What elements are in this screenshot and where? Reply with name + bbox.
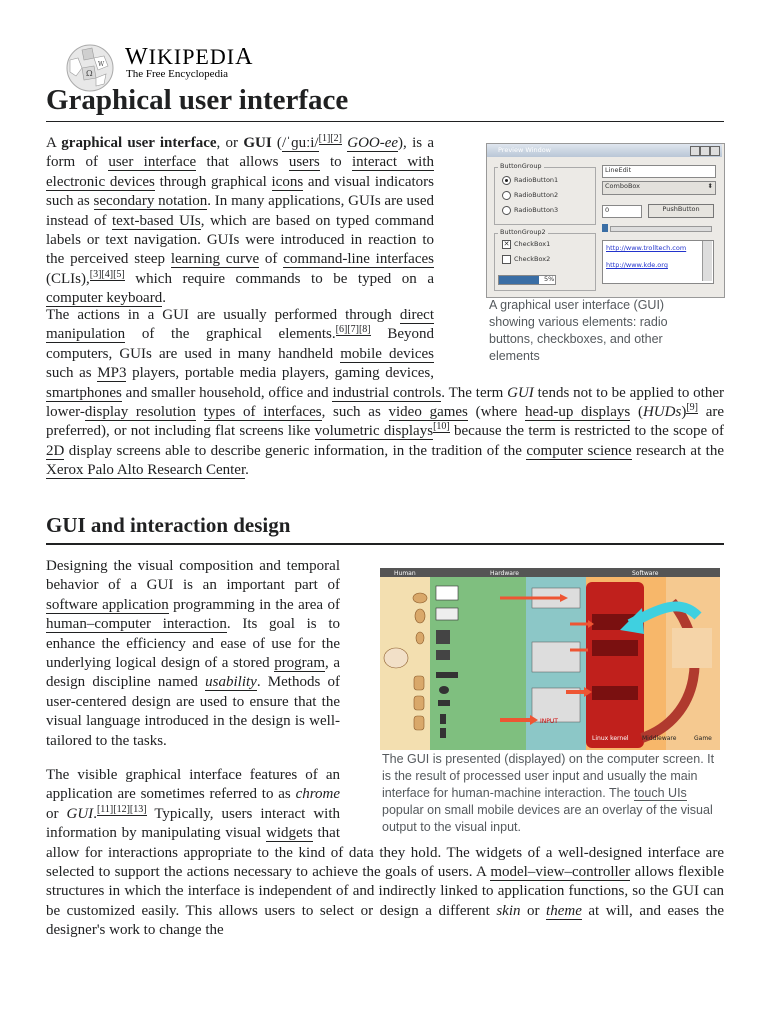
figure-gui-preview[interactable]: Preview Window ButtonGroup RadioButton1 RadioButton2 RadioButton3 ButtonGroup2 ✕ CheckBox1 CheckBox2 5% LineEdit ComboBox ⬍ 0 PushButton http://www.trolltech.com http://www.kde.org (486, 143, 723, 296)
window-title: Preview Window (498, 146, 551, 154)
ref-10[interactable]: [10] (433, 421, 450, 433)
kde-link[interactable]: http://www.kde.org (606, 261, 668, 269)
label-linux-kernel: Linux kernel (592, 735, 629, 742)
section-paragraph-1: Designing the visual composition and temporal behavior of a GUI is an important part of software application programming in the area of human–computer interaction. Its goal is to enhance the efficiency and ease of use for the underlying logical design of a stored program, a design discipline named usability. Methods of user-centered design are used to ensure that the visual language introduced in the design is well-tailored to the tasks. (46, 558, 341, 749)
figure2-caption: The GUI is presented (displayed) on the computer screen. It is the result of processed user input and usually the main interface for human-machine interaction. The touch UIs popular on small mobile devices are an overlay of the visual output to the visual input. (382, 752, 715, 834)
spinbox[interactable]: 0 (602, 205, 642, 218)
link-text-based-uis[interactable]: text-based UIs (111, 212, 201, 229)
link-users[interactable]: users (288, 154, 320, 171)
section-heading: GUI and interaction design (46, 513, 724, 545)
link-mp3[interactable]: MP3 (97, 365, 127, 382)
link-video-games[interactable]: video games (388, 404, 468, 421)
ref-12[interactable]: [12] (113, 803, 130, 815)
lineedit-field[interactable]: LineEdit (602, 165, 716, 178)
link-volumetric-displays[interactable]: volumetric displays (314, 423, 434, 440)
section-paragraph-2: The visible graphical interface features of an application are sometimes referred to as chrome or GUI.[11][12][13] Typically, users interact with information by manipulating visual widgets that allow for interactions appropriate to the kind of data they hold. The widgets of a well-designed interface are selected to support the actions necessary to achieve the goals of users. A model–view–controller allows flexible structures in which the interface is independent of and indirectly linked to application functions, so the GUI can be customized easily. This allows users to select or design a different skin or theme at will, and eases the designer's work to change the (46, 767, 724, 939)
link-display-resolution[interactable]: display resolution (84, 404, 196, 421)
checkbox-2[interactable]: CheckBox2 (514, 255, 551, 263)
label-software: Software (632, 570, 659, 577)
ref-1[interactable]: [1] (318, 133, 331, 144)
link-smartphones[interactable]: smartphones (46, 384, 122, 401)
close-icon[interactable] (710, 146, 720, 156)
link-types-of-interfaces[interactable]: types of interfaces (203, 404, 322, 421)
link-user-interface[interactable]: user interface (108, 154, 197, 171)
linux-kernel-block (586, 582, 644, 748)
radio-button-2[interactable]: RadioButton2 (514, 191, 559, 199)
ref-6[interactable]: [6] (335, 324, 348, 336)
intro-paragraph-1: A graphical user interface, or GUI (/ˈɡuːi/[1][2] GOO-ee), is a form of user interface that allows users to interact with electronic devices through graphical icons and visual indicators such as secondary notation. In many applications, GUIs are used instead of text-based UIs, which are based on typed command labels or text navigation. GUIs were introduced in reaction to the perceived steep learning curve of command-line interfaces (CLIs),[3][4][5] which require commands to be typed on a computer keyboard. (46, 133, 434, 307)
buttongroup2-label: ButtonGroup2 (500, 228, 546, 236)
intro-paragraph-2: The actions in a GUI are usually performed through direct manipulation of the graphical elements.[6][7][8] Beyond computers, GUIs are used in many handheld mobile devices such as MP3 players, portable media players, gaming devices, smartphones and smaller household, office and industrial controls. The term GUI tends not to be applied to other lower-display resolution types of interfaces, such as video games (where head-up displays (HUDs)[9] are preferred), or not including flat screens like volumetric displays[10] because the term is restricted to the scope of 2D display screens able to describe generic information, in the tradition of the computer science research at the Xerox Palo Alto Research Center. (46, 307, 725, 479)
label-hardware: Hardware (490, 570, 519, 577)
ref-2[interactable]: [2] (330, 133, 342, 144)
ref-4[interactable]: [4] (101, 268, 114, 280)
wikipedia-wordmark[interactable]: WIKIPEDIA (125, 44, 254, 70)
maximize-icon[interactable] (700, 146, 710, 156)
label-game: Game (694, 735, 712, 742)
link-industrial-controls[interactable]: industrial controls (332, 384, 442, 401)
link-learning-curve[interactable]: learning curve (170, 251, 260, 268)
svg-text:Ω: Ω (86, 69, 93, 78)
ref-7[interactable]: [7] (347, 324, 359, 336)
combobox-arrow-icon: ⬍ (707, 182, 713, 190)
figure1-caption: A graphical user interface (GUI) showing various elements: radio buttons, checkboxes, and other elements (489, 298, 668, 363)
link-hci[interactable]: human–computer interaction (46, 616, 227, 633)
link-theme[interactable]: theme (546, 902, 582, 919)
link-interact[interactable]: interact with electronic devices (46, 154, 434, 190)
ref-8[interactable]: [8] (358, 324, 371, 336)
link-secondary-notation[interactable]: secondary notation (93, 193, 208, 210)
radio-button-3[interactable]: RadioButton3 (514, 206, 559, 214)
scrollbar[interactable] (702, 241, 712, 281)
link-icons[interactable]: icons (271, 173, 304, 190)
figure-hci-diagram[interactable] (380, 568, 720, 750)
chip-boxes (532, 588, 580, 722)
label-input: INPUT (540, 718, 558, 725)
link-mobile-devices[interactable]: mobile devices (340, 345, 434, 362)
link-program[interactable]: program (274, 655, 326, 672)
link-cli[interactable]: command-line interfaces (283, 251, 434, 268)
ref-9[interactable]: [9] (686, 402, 698, 414)
svg-text:W: W (98, 61, 105, 68)
link-software-application[interactable]: software application (46, 596, 169, 613)
link-computer-science[interactable]: computer science (526, 442, 632, 459)
link-xerox-parc[interactable]: Xerox Palo Alto Research Center (46, 462, 246, 479)
pronunciation-link[interactable]: GOO-ee (347, 135, 399, 151)
buttongroup-label: ButtonGroup (500, 162, 542, 170)
combobox[interactable]: ComboBox ⬍ (602, 181, 716, 195)
link-2d[interactable]: 2D (46, 442, 65, 459)
link-direct-manipulation[interactable]: direct manipulation (46, 307, 434, 343)
push-button[interactable]: PushButton (648, 204, 714, 218)
link-widgets[interactable]: widgets (266, 825, 313, 842)
ref-5[interactable]: [5] (113, 268, 125, 280)
link-touch-uis[interactable]: touch UIs (633, 786, 687, 800)
ref-3[interactable]: [3] (89, 268, 102, 280)
ref-13[interactable]: [13] (129, 803, 147, 815)
minimize-icon[interactable] (690, 146, 700, 156)
link-usability[interactable]: usability (205, 674, 257, 691)
label-middleware: Middleware (642, 735, 677, 742)
wikipedia-tagline: The Free Encyclopedia (126, 68, 229, 80)
progress-label: 5% (544, 275, 555, 283)
radio-button-1[interactable]: RadioButton1 (514, 176, 559, 184)
slider[interactable] (610, 226, 712, 232)
checkbox-1[interactable]: CheckBox1 (514, 240, 551, 248)
label-human: Human (394, 570, 416, 577)
link-computer-keyboard[interactable]: computer keyboard (46, 290, 163, 307)
ref-11[interactable]: [11] (96, 803, 114, 815)
page-title: Graphical user interface (46, 84, 724, 122)
link-head-up-displays[interactable]: head-up displays (525, 404, 631, 421)
trolltech-link[interactable]: http://www.trolltech.com (606, 244, 687, 252)
link-mvc[interactable]: model–view–controller (490, 864, 631, 881)
ipa-link[interactable]: /ˈɡuːi/ (281, 135, 319, 151)
